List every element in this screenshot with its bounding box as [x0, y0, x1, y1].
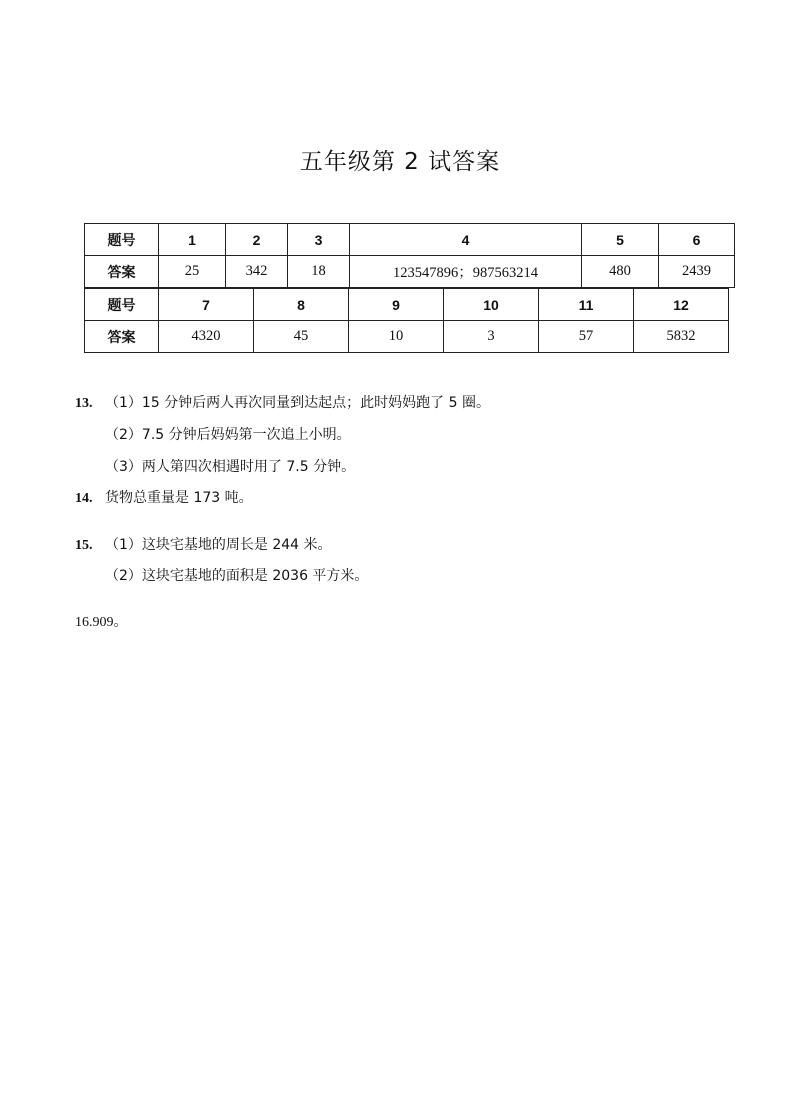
answer-value-cell: 18: [288, 256, 350, 288]
answer-value-cell: 57: [539, 321, 634, 353]
answer-value-cell: 3: [444, 321, 539, 353]
answer-text: （1）15 分钟后两人再次同量到达起点；此时妈妈跑了 5 圈。: [105, 395, 490, 411]
table-row-answers: [85, 256, 735, 288]
table-row-numbers: [85, 289, 729, 321]
header-label-cell: 题号: [85, 289, 159, 321]
question-number: 15.: [75, 538, 93, 553]
question-number-cell: 1: [159, 224, 226, 256]
answer-value-cell: 480: [582, 256, 659, 288]
answer-value-cell: 45: [254, 321, 349, 353]
answer-16: [75, 611, 128, 631]
question-number-cell: 5: [582, 224, 659, 256]
page-title: 五年级第 2 试答案: [299, 149, 501, 175]
table-row-numbers: [85, 224, 735, 256]
question-number-cell: 10: [444, 289, 539, 321]
answer-label-cell: 答案: [85, 321, 159, 353]
question-number-cell: 12: [634, 289, 729, 321]
answer-value-cell: 342: [226, 256, 288, 288]
table-row-answers: [85, 321, 729, 353]
answer-text: （1）这块宅基地的周长是 244 米。: [105, 537, 332, 553]
question-number: 16.: [75, 615, 93, 630]
answer-13-part-2: （2）7.5 分钟后妈妈第一次追上小明。: [105, 427, 351, 443]
answer-value-cell: 123547896；987563214: [350, 256, 582, 288]
question-number-cell: 2: [226, 224, 288, 256]
question-number-cell: 3: [288, 224, 350, 256]
question-number-cell: 4: [350, 224, 582, 256]
answer-value-cell: 2439: [659, 256, 735, 288]
answer-value-cell: 4320: [159, 321, 254, 353]
answer-14: [75, 487, 253, 507]
answer-13-part-1: [75, 392, 490, 412]
answer-table-1-6: [84, 223, 735, 288]
answer-value-cell: 25: [159, 256, 226, 288]
answer-value-cell: 10: [349, 321, 444, 353]
question-number: 13.: [75, 396, 93, 411]
question-number-cell: 8: [254, 289, 349, 321]
question-number: 14.: [75, 491, 93, 506]
question-number-cell: 7: [159, 289, 254, 321]
question-number-cell: 9: [349, 289, 444, 321]
answer-15-part-1: [75, 534, 332, 554]
answer-table-7-12: [84, 288, 729, 353]
answer-label-cell: 答案: [85, 256, 159, 288]
question-number-cell: 6: [659, 224, 735, 256]
header-label-cell: 题号: [85, 224, 159, 256]
answer-13-part-3: （3）两人第四次相遇时用了 7.5 分钟。: [105, 459, 356, 475]
answer-15-part-2: （2）这块宅基地的面积是 2036 平方米。: [105, 568, 369, 584]
answer-text: 货物总重量是 173 吨。: [105, 490, 253, 506]
answer-text: 909。: [92, 615, 128, 630]
answer-value-cell: 5832: [634, 321, 729, 353]
question-number-cell: 11: [539, 289, 634, 321]
